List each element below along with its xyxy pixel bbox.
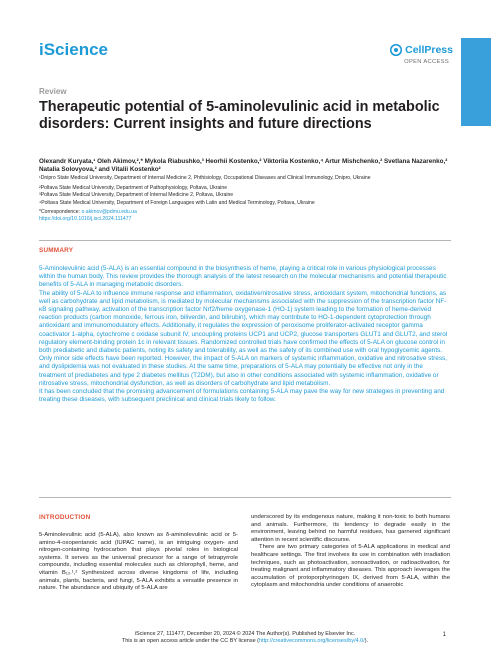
license-suffix: ). (364, 638, 369, 644)
license-prefix: This is an open access article under the CC BY license ( (121, 638, 259, 644)
introduction-paragraph: There are two primary categories of 5-ALA applications in medical and healthcare settings. The first involves its use in combination with irradiation techniques, such as photoactivation, sonoactivation, or radioactivation, for treating malignant and inflammatory diseases. This approach leverages the accumulation of protoporphyrinogen IX, derived from 5-ALA, within the cytoplasm and mitochondria under conditions of anaerobic (251, 544, 450, 589)
publisher-logo[interactable] (390, 44, 453, 56)
introduction-left-column (39, 532, 238, 593)
introduction-paragraph: 5-Aminolevulinic acid (5-ALA), also known as δ-aminolevulinic acid or 5-amino-4-oxopentanoic acid (IUPAC name), is an intriguing oxygen- and nitrogen-containing hydrocarbon that plays pivotal roles in biological systems. It serves as the universal precursor for a range of tetrapyrrole compounds, including essential molecules such as chlorophyll, heme, and vitamin B₁₂.¹,² Synthesized across diverse kingdoms of life, including animals, plants, bacteria, and fungi, 5-ALA exhibits a versatile presence in nature. The abundance and ubiquity of 5-ALA are (39, 532, 238, 592)
summary-heading: SUMMARY (39, 247, 74, 254)
doi-link[interactable]: https://doi.org/10.1016/j.isci.2024.111477 (39, 215, 132, 222)
summary-paragraph: The ability of 5-ALA to influence immune response and inflammation, oxidative/nitrosative stress, antioxidant system, mitochondrial functions, as well as carbohydrate and lipid metabolism, is mediated by molecular mechanisms associated with the suppression of the transcription factor NF-κB signaling pathway, activation of the transcription factor Nrf2/heme oxygenase-1 (HO-1) system leading to the formation of heme-derived reaction products (carbon monoxide, ferrous iron, biliverdin, and bilirubin), which may contribute to HO-1-dependent cytoprotection through antioxidant and immunomodulatory effects. Additionally, it regulates the expression of peroxisome proliferator-activated receptor gamma coactivator 1-alpha, cytochrome c oxidase subunit IV, uncoupling proteins UCP1 and UCP2, glucose transporters GLUT1 and GLUT2, and sterol regulatory element-binding protein 1c in relevant tissues. Randomized controlled trials have confirmed the effects of 5-ALA on glucose control in both prediabetic and diabetic patients, noting its safety and tolerability, as well as the safety of its combined use with oral hypoglycemic agents. Only minor side effects have been reported. However, the impact of 5-ALA on markers of systemic inflammation, oxidative and nitrosative stress, and dyslipidemia was not evaluated in these studies. At the same time, preparations of 5-ALA may potentially be effective not only in the treatment of prediabetes and type 2 diabetes mellitus (T2DM), but also in other conditions associated with systemic inflammation, oxidative or nitrosative stress, mitochondrial dysfunction, as well as disorders of carbohydrate and lipid metabolism. (39, 289, 448, 387)
introduction-heading: INTRODUCTION (39, 514, 91, 521)
page-number: 1 (442, 632, 446, 638)
publisher-name: CellPress (405, 44, 453, 56)
author-list: Olexandr Kuryata,¹ Oleh Akimov,²,* Mykola Riabushko,³ Heorhii Kostenko,² Viktoriia Kostenko,⁴ Artur Mishchenko,² Svetlana Nazarenko,² Natalia Solovyova,² and Vitalii Kostenko² (39, 158, 448, 174)
divider-top (39, 240, 451, 241)
affiliations (39, 175, 451, 225)
cellpress-icon (390, 44, 402, 56)
correspondence-email-link[interactable]: o.akimov@pdmu.edu.ua (81, 209, 137, 215)
accent-bar (461, 38, 491, 126)
summary-paragraph: It has been concluded that the promising advancement of formulations containing 5-ALA may pave the way for new strategies in preventing and treating these diseases, with subsequent preclinical and clinical trials likely to follow. (39, 388, 445, 404)
affiliation-1: ¹Dnipro State Medical University, Department of Internal Medicine 2, Phthisiology, Occupational Diseases and Clinical Immunology, Dnipro, Ukraine (39, 175, 371, 181)
journal-logo[interactable]: iScience (39, 40, 108, 59)
page-footer (39, 631, 451, 645)
introduction-right-column (251, 514, 450, 590)
footer-license (39, 638, 451, 645)
open-access-label: OPEN ACCESS (404, 59, 449, 65)
introduction-paragraph: underscored by its endogenous nature, making it non-toxic to both humans and animals. Furthermore, its tendency to degrade easily in the environment, leaving behind no harmful residues, has garnered significant attention in recent scientific discourse. (251, 514, 450, 543)
summary-body (39, 265, 451, 404)
correspondence-label: *Correspondence: (39, 209, 82, 215)
affiliation-4: ⁴Poltava State Medical University, Department of Foreign Languages with Latin and Medical Terminology, Poltava, Ukraine (39, 199, 315, 206)
summary-paragraph: 5-Aminolevulinic acid (5-ALA) is an essential compound in the biosynthesis of heme, playing a critical role in various physiological processes within the human body. This review provides the thorough analysis of the latest research on the molecular mechanisms and potential therapeutic benefits of 5-ALA in managing metabolic disorders. (39, 265, 447, 289)
footer-citation: iScience 27, 111477, December 20, 2024 © 2024 The Author(s). Published by Elsevier Inc. (134, 631, 356, 637)
license-link[interactable]: http://creativecommons.org/licenses/by/4.0/ (259, 638, 365, 644)
affiliation-3: ³Poltava State Medical University, Department of Internal Medicine 2, Poltava, Ukraine (39, 192, 234, 198)
affiliation-2: ²Poltava State Medical University, Department of Pathophysiology, Poltava, Ukraine (39, 184, 228, 191)
article-title: Therapeutic potential of 5-aminolevulinic acid in metabolic disorders: Current insights and future directions (39, 99, 440, 132)
divider-bottom (39, 497, 451, 498)
article-type: Review (39, 87, 67, 96)
